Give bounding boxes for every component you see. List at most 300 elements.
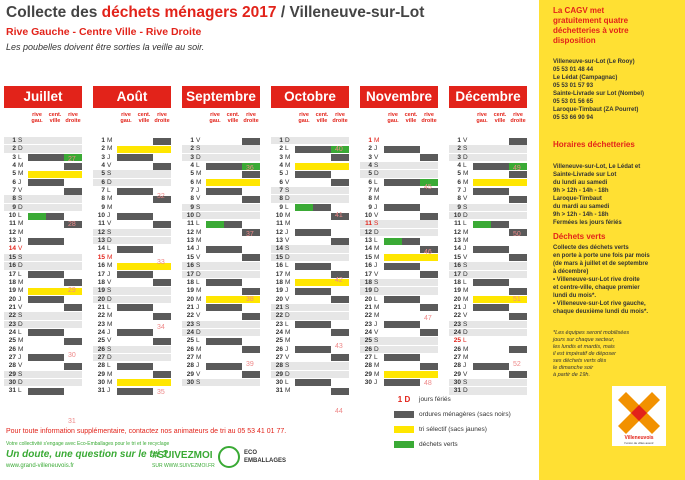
month-header: Juillet	[4, 86, 82, 108]
collection-cell	[242, 179, 260, 186]
collection-cell	[473, 246, 491, 253]
collection-cell	[64, 304, 82, 311]
collection-cell	[117, 338, 135, 345]
day-row: 25 M	[271, 337, 349, 345]
day-row: 22 S	[4, 312, 82, 320]
day-row: 16 S	[182, 262, 260, 270]
collection-cell	[420, 338, 438, 345]
collection-cell	[46, 163, 64, 170]
grand-villeneuvois-logo-icon	[612, 386, 666, 446]
month-2	[182, 86, 260, 387]
collection-cell	[331, 321, 349, 328]
collection-cell	[117, 138, 135, 145]
eco-emballages-logo-icon	[218, 446, 240, 468]
collection-cell	[491, 163, 509, 170]
hours-line: Laroque-Timbaut	[553, 196, 602, 202]
week-number: 40	[335, 146, 343, 154]
day-row: 15 M	[93, 254, 171, 262]
collection-cell	[420, 154, 438, 161]
day-row: 15 D	[271, 254, 349, 262]
collection-cell	[313, 321, 331, 328]
collection-cell	[491, 204, 509, 211]
month-header: Septembre	[182, 86, 260, 108]
collection-cell	[46, 354, 64, 361]
day-row: 20 V	[271, 296, 349, 304]
day-row: 4 L	[449, 162, 527, 170]
day-row: 1 V	[449, 137, 527, 145]
footnote-line: à partir de 19h.	[553, 372, 590, 378]
collection-cell	[295, 371, 313, 378]
collection-cell	[117, 363, 135, 370]
collection-cell	[384, 171, 402, 178]
collection-cell	[28, 254, 46, 261]
collection-cell	[420, 213, 438, 220]
collection-cell	[473, 304, 491, 311]
collection-cell	[242, 138, 260, 145]
footnote	[553, 330, 653, 379]
collection-cell	[509, 346, 527, 353]
collection-cell	[420, 271, 438, 278]
day-row: 1 M	[360, 137, 438, 145]
collection-cell	[242, 263, 260, 270]
day-row: 8 M	[93, 195, 171, 203]
collection-cell	[313, 171, 331, 178]
collection-cell	[64, 138, 82, 145]
collection-cell	[206, 354, 224, 361]
day-row: 23 M	[93, 321, 171, 329]
collection-cell	[135, 179, 153, 186]
column-label: rive droite	[510, 112, 526, 124]
collection-cell	[473, 296, 491, 303]
eco-emballages-text: ECO EMBALLAGES	[244, 450, 286, 464]
collection-cell	[491, 263, 509, 270]
week-number: 39	[246, 361, 254, 369]
day-row: 17 M	[271, 271, 349, 279]
collection-cell	[331, 363, 349, 370]
collection-cell	[153, 296, 171, 303]
collection-cell	[295, 163, 313, 170]
collection-cell	[224, 354, 242, 361]
collection-cell	[402, 254, 420, 261]
collection-cell	[420, 296, 438, 303]
collection-cell	[473, 171, 491, 178]
collection-cell	[491, 179, 509, 186]
day-row: 2 M	[93, 145, 171, 153]
collection-cell	[242, 213, 260, 220]
collection-cell	[313, 188, 331, 195]
day-row: 3 D	[182, 154, 260, 162]
collection-cell	[491, 146, 509, 153]
collection-cell	[295, 246, 313, 253]
collection-cell	[384, 204, 402, 211]
collection-cell	[153, 313, 171, 320]
collection-cell	[46, 363, 64, 370]
collection-cell	[242, 313, 260, 320]
day-row: 11 M	[271, 220, 349, 228]
collection-cell	[153, 371, 171, 378]
collection-cell	[331, 238, 349, 245]
day-row: 2 L	[271, 145, 349, 153]
week-number: 30	[68, 352, 76, 360]
collection-cell	[295, 171, 313, 178]
day-row: 19 D	[360, 287, 438, 295]
collection-cell	[28, 371, 46, 378]
collection-cell	[117, 346, 135, 353]
collection-cell	[117, 188, 135, 195]
day-row: 8 D	[271, 195, 349, 203]
collection-cell	[384, 338, 402, 345]
collection-cell	[331, 263, 349, 270]
collection-cell	[135, 354, 153, 361]
collection-cell	[46, 321, 64, 328]
collection-cell	[402, 138, 420, 145]
collection-cell	[331, 138, 349, 145]
collection-cell	[491, 213, 509, 220]
collection-cell	[509, 263, 527, 270]
month-5	[449, 86, 527, 396]
collection-cell	[242, 371, 260, 378]
day-row: 4 V	[93, 162, 171, 170]
yellow-swatch	[394, 426, 414, 433]
collection-cell	[206, 163, 224, 170]
collection-cell	[46, 288, 64, 295]
day-row: 28 V	[4, 362, 82, 370]
collection-cell	[206, 288, 224, 295]
day-row: 24 V	[360, 329, 438, 337]
collection-cell	[402, 313, 420, 320]
day-row: 3 M	[271, 154, 349, 162]
collection-cell	[384, 379, 402, 386]
collection-cell	[224, 163, 242, 170]
collection-cell	[224, 346, 242, 353]
panel-offer-title: La CAGV met gratuitement quatre déchetteries à votre disposition	[553, 6, 629, 45]
collection-cell	[242, 188, 260, 195]
collection-cell	[206, 146, 224, 153]
collection-cell	[64, 329, 82, 336]
collection-cell	[384, 221, 402, 228]
collection-cell	[384, 288, 402, 295]
green-line: lundi du mois*.	[553, 293, 596, 299]
collection-cell	[384, 163, 402, 170]
collection-cell	[135, 296, 153, 303]
collection-cell	[206, 254, 224, 261]
collection-cell	[295, 338, 313, 345]
collection-cell	[135, 388, 153, 395]
column-label: rive droite	[154, 112, 170, 124]
day-row: 6 M	[449, 179, 527, 187]
collection-cell	[242, 379, 260, 386]
week-number: 28	[68, 221, 76, 229]
collection-cell	[420, 238, 438, 245]
collection-cell	[313, 163, 331, 170]
day-row: 19 S	[93, 287, 171, 295]
legend-black: ordures ménagères (sacs noirs)	[394, 407, 511, 422]
website-link[interactable]: www.grand-villeneuvois.fr	[6, 463, 75, 469]
collection-cell	[242, 154, 260, 161]
collection-cell	[224, 221, 242, 228]
collection-cell	[224, 179, 242, 186]
day-row: 17 V	[360, 271, 438, 279]
day-row: 31 M	[271, 387, 349, 395]
day-row: 12 M	[182, 229, 260, 237]
day-row: 2 S	[182, 145, 260, 153]
collection-cell	[313, 238, 331, 245]
collection-cell	[295, 304, 313, 311]
collection-cell	[420, 171, 438, 178]
collection-cell	[384, 346, 402, 353]
collection-cell	[206, 296, 224, 303]
day-row: 18 M	[4, 279, 82, 287]
collection-cell	[295, 379, 313, 386]
collection-cell	[313, 246, 331, 253]
collection-cell	[402, 304, 420, 311]
collection-cell	[117, 304, 135, 311]
collection-cell	[153, 363, 171, 370]
day-row: 22 M	[93, 312, 171, 320]
collection-cell	[509, 338, 527, 345]
collection-cell	[64, 179, 82, 186]
collection-cell	[153, 379, 171, 386]
day-row: 24 J	[93, 329, 171, 337]
collection-cell	[509, 188, 527, 195]
collection-cell	[242, 321, 260, 328]
collection-cell	[242, 246, 260, 253]
legend-green: déchets verts	[394, 437, 511, 452]
collection-cell	[295, 154, 313, 161]
collection-cell	[384, 179, 402, 186]
collection-cell	[402, 379, 420, 386]
collection-cell	[331, 304, 349, 311]
collection-cell	[46, 154, 64, 161]
collection-cell	[224, 329, 242, 336]
collection-cell	[242, 338, 260, 345]
sites-line: 05 53 01 57 93	[553, 83, 594, 89]
collection-cell	[402, 329, 420, 336]
day-row: 11 M	[4, 220, 82, 228]
green-line: et centre-ville, chaque premier	[553, 285, 640, 291]
hashtag: #SUIVEZMOI	[152, 450, 213, 461]
day-row: 14 M	[360, 245, 438, 253]
collection-cell	[206, 313, 224, 320]
collection-cell	[295, 321, 313, 328]
day-row: 4 L	[182, 162, 260, 170]
collection-cell	[420, 263, 438, 270]
collection-cell	[28, 338, 46, 345]
footnote-line: jours sur chaque secteur,	[553, 337, 615, 343]
day-row: 16 J	[360, 262, 438, 270]
collection-cell	[402, 246, 420, 253]
collection-cell	[295, 238, 313, 245]
subtitle: Rive Gauche - Centre Ville - Rive Droite	[6, 26, 202, 38]
collection-cell	[28, 238, 46, 245]
collection-cell	[491, 254, 509, 261]
collection-cell	[206, 179, 224, 186]
collection-cell	[135, 204, 153, 211]
collection-cell	[224, 288, 242, 295]
hours-line: du lundi au samedi	[553, 180, 608, 186]
day-row: 11 S	[360, 220, 438, 228]
sites-line: Villeneuve-sur-Lot (Le Rooy)	[553, 59, 635, 65]
day-row: 2 D	[4, 145, 82, 153]
collection-cell	[64, 204, 82, 211]
collection-cell	[509, 313, 527, 320]
collection-cell	[473, 213, 491, 220]
collection-cell	[509, 254, 527, 261]
collection-cell	[46, 313, 64, 320]
collection-cell	[224, 254, 242, 261]
week-number: 27	[68, 155, 76, 163]
collection-cell	[313, 271, 331, 278]
collection-cell	[295, 271, 313, 278]
day-row: 13 M	[449, 237, 527, 245]
collection-cell	[420, 204, 438, 211]
collection-cell	[313, 371, 331, 378]
collection-cell	[206, 238, 224, 245]
day-row: 23 L	[271, 321, 349, 329]
collection-cell	[224, 304, 242, 311]
day-row: 19 M	[182, 287, 260, 295]
sites-line: Laroque-Timbaut (ZA Pourret)	[553, 107, 639, 113]
collection-cell	[331, 221, 349, 228]
collection-cell	[46, 229, 64, 236]
day-row: 19 J	[271, 287, 349, 295]
collection-cell	[473, 321, 491, 328]
day-row: 15 S	[4, 254, 82, 262]
day-row: 11 V	[93, 220, 171, 228]
hours-line: 9h > 12h - 14h - 18h	[553, 212, 609, 218]
month-4	[360, 86, 438, 387]
collection-cell	[473, 254, 491, 261]
legend-holiday: 1 D jours fériés	[397, 395, 451, 404]
day-row: 7 J	[182, 187, 260, 195]
collection-cell	[206, 346, 224, 353]
collection-cell	[206, 188, 224, 195]
collection-cell	[64, 379, 82, 386]
day-row: 16 L	[271, 262, 349, 270]
collection-cell	[491, 379, 509, 386]
collection-cell	[46, 196, 64, 203]
collection-cell	[242, 304, 260, 311]
day-row: 9 J	[360, 204, 438, 212]
day-row: 31 J	[93, 387, 171, 395]
collection-cell	[402, 204, 420, 211]
day-row: 5 M	[4, 170, 82, 178]
day-row: 22 D	[271, 312, 349, 320]
collection-cell	[46, 171, 64, 178]
collection-cell	[117, 163, 135, 170]
collection-cell	[224, 204, 242, 211]
hours-line: Villeneuve-sur-Lot, Le Lédat et	[553, 164, 641, 170]
collection-cell	[153, 238, 171, 245]
instruction-note: Les poubelles doivent être sorties la veille au soir.	[6, 42, 205, 52]
week-number: 48	[424, 380, 432, 388]
day-row: 22 V	[449, 312, 527, 320]
collection-cell	[473, 354, 491, 361]
collection-cell	[473, 188, 491, 195]
day-row: 20 M	[182, 296, 260, 304]
day-row: 29 D	[271, 371, 349, 379]
collection-cell	[384, 254, 402, 261]
week-number: 44	[335, 408, 343, 416]
collection-cell	[473, 179, 491, 186]
collection-cell	[224, 313, 242, 320]
day-row: 13 D	[93, 237, 171, 245]
footnote-line: le dimanche soir	[553, 365, 594, 371]
collection-cell	[313, 254, 331, 261]
collection-cell	[224, 246, 242, 253]
collection-cell	[509, 321, 527, 328]
collection-cell	[242, 329, 260, 336]
collection-cell	[295, 146, 313, 153]
collection-cell	[384, 263, 402, 270]
day-row: 11 L	[182, 220, 260, 228]
collection-cell	[331, 154, 349, 161]
collection-cell	[313, 363, 331, 370]
collection-cell	[420, 279, 438, 286]
collection-cell	[509, 146, 527, 153]
collection-cell	[28, 146, 46, 153]
collection-cell	[402, 338, 420, 345]
collection-cell	[117, 238, 135, 245]
day-row: 28 L	[93, 362, 171, 370]
day-row: 2 J	[360, 145, 438, 153]
collection-cell	[473, 329, 491, 336]
collection-cell	[28, 329, 46, 336]
collection-cell	[313, 221, 331, 228]
collection-cell	[135, 321, 153, 328]
day-row: 10 D	[182, 212, 260, 220]
day-row: 25 L	[449, 337, 527, 345]
collection-cell	[46, 213, 64, 220]
day-row: 20 J	[4, 296, 82, 304]
collection-cell	[242, 238, 260, 245]
collection-cell	[384, 188, 402, 195]
hours-line: Sainte-Livrade sur Lot	[553, 172, 617, 178]
collection-cell	[295, 138, 313, 145]
collection-cell	[313, 279, 331, 286]
column-label: rive gau.	[31, 112, 43, 124]
week-number: 33	[157, 258, 165, 266]
column-label: rive gau.	[298, 112, 310, 124]
collection-cell	[224, 154, 242, 161]
week-number: 41	[335, 211, 343, 219]
green-list	[553, 244, 685, 316]
collection-cell	[402, 296, 420, 303]
collection-cell	[295, 213, 313, 220]
month-header: Décembre	[449, 86, 527, 108]
collection-cell	[402, 171, 420, 178]
collection-cell	[402, 163, 420, 170]
collection-cell	[313, 296, 331, 303]
day-row: 7 S	[271, 187, 349, 195]
collection-cell	[224, 138, 242, 145]
column-label: cent. ville	[48, 112, 62, 124]
column-label: cent. ville	[137, 112, 151, 124]
day-row: 20 M	[449, 296, 527, 304]
collection-cell	[46, 138, 64, 145]
collection-cell	[313, 388, 331, 395]
collection-cell	[153, 204, 171, 211]
day-row: 27 D	[93, 354, 171, 362]
collection-cell	[224, 263, 242, 270]
collection-cell	[384, 321, 402, 328]
day-row: 18 L	[182, 279, 260, 287]
collection-cell	[28, 179, 46, 186]
column-label: cent. ville	[404, 112, 418, 124]
collection-cell	[420, 196, 438, 203]
day-row: 13 M	[182, 237, 260, 245]
collection-cell	[420, 146, 438, 153]
